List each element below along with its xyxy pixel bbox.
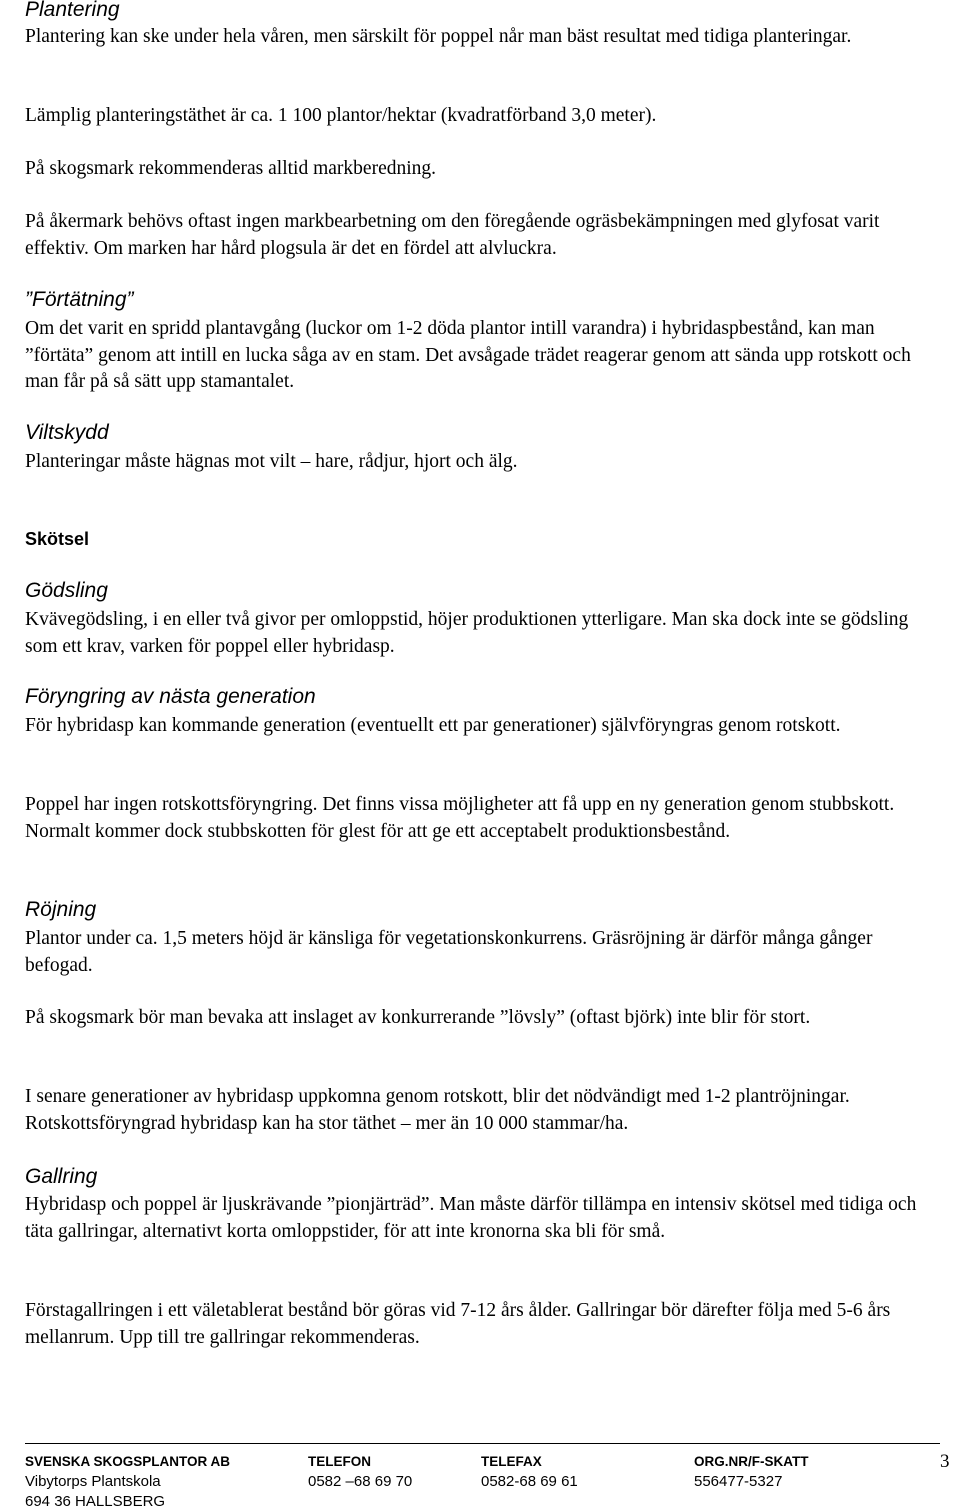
footer-company-line1: Vibytorps Plantskola: [25, 1473, 161, 1490]
footer-company-line2: 694 36 HALLSBERG: [25, 1493, 166, 1510]
heading-plantering: Plantering: [25, 0, 120, 21]
footer-orgnr-value: 556477-5327: [694, 1473, 783, 1490]
page-number: 3: [940, 1451, 950, 1472]
footer-telefax-value: 0582-68 69 61: [481, 1473, 578, 1490]
heading-viltskydd: Viltskydd: [25, 421, 109, 444]
footer-orgnr-heading: ORG.NR/F-SKATT: [694, 1454, 809, 1469]
footer-telefax: [481, 1452, 578, 1492]
heading-rojning: Röjning: [25, 898, 97, 921]
paragraph-gallring-2: Förstagallringen i ett väletablerat bestånd bör göras vid 7-12 års ålder. Gallringar bör därefter följa med 5-6 års mellanrum. Upp till tre gallringar rekommenderas.: [25, 1300, 891, 1348]
heading-godsling: Gödsling: [25, 579, 108, 602]
paragraph-foryngring-1: För hybridasp kan kommande generation (eventuellt ett par generationer) självföryngras genom rotskott.: [25, 715, 841, 736]
heading-skotsel: Skötsel: [25, 529, 90, 549]
footer-company-heading: SVENSKA SKOGSPLANTOR AB: [25, 1454, 231, 1469]
paragraph-rojning-2: På skogsmark bör man bevaka att inslaget av konkurrerande ”lövsly” (oftast björk) inte blir för stort.: [25, 1007, 811, 1028]
footer-company: [25, 1452, 230, 1512]
footer-telefon: [308, 1452, 412, 1492]
footer-telefon-heading: TELEFON: [308, 1454, 371, 1469]
footer-telefon-value: 0582 –68 69 70: [308, 1473, 413, 1490]
heading-foryngring: Föryngring av nästa generation: [25, 685, 316, 708]
paragraph-rojning-1: Plantor under ca. 1,5 meters höjd är känsliga för vegetationskonkurrens. Gräsröjning är därför många gånger befogad.: [25, 928, 873, 976]
paragraph-godsling-1: Kvävegödsling, i en eller två givor per omloppstid, höjer produktionen ytterligare. Man ska dock inte se gödsling som ett krav, varken för poppel eller hybridasp.: [25, 609, 909, 657]
heading-fortatning: ”Förtätning”: [25, 288, 134, 311]
footer-divider: [25, 1443, 940, 1444]
paragraph-foryngring-2: Poppel har ingen rotskottsföryngring. Det finns vissa möjligheter att få upp en ny generation genom stubbskott. Normalt kommer dock stubbskotten för glest för att ge ett acceptabelt produktionsbestånd.: [25, 794, 895, 842]
footer-telefax-heading: TELEFAX: [481, 1454, 542, 1469]
paragraph-plantering-3: På skogsmark rekommenderas alltid markberedning.: [25, 158, 437, 179]
paragraph-fortatning-1: Om det varit en spridd plantavgång (luckor om 1-2 döda plantor intill varandra) i hybridaspbestånd, kan man ”förtäta” genom att intill en lucka såga av en stam. Det avsågade trädet reagerar genom att sända upp rotskott och man får på så sätt upp stamantalet.: [25, 318, 911, 392]
paragraph-gallring-1: Hybridasp och poppel är ljuskrävande ”pionjärträd”. Man måste därför tillämpa en intensiv skötsel med tidiga och täta gallringar, alternativt korta omloppstider, för att inte kronorna ska bli för små.: [25, 1194, 917, 1242]
paragraph-plantering-1: Plantering kan ske under hela våren, men särskilt för poppel når man bäst resultat med tidiga planteringar.: [25, 26, 852, 47]
heading-gallring: Gallring: [25, 1165, 98, 1188]
footer-orgnr: [694, 1452, 809, 1492]
paragraph-plantering-2: Lämplig planteringstäthet är ca. 1 100 plantor/hektar (kvadratförband 3,0 meter).: [25, 105, 657, 126]
paragraph-plantering-4: På åkermark behövs oftast ingen markbearbetning om den föregående ogräsbekämpningen med glyfosat varit effektiv. Om marken har hård plogsula är det en fördel att alvluckra.: [25, 211, 880, 259]
paragraph-rojning-3: I senare generationer av hybridasp uppkomna genom rotskott, blir det nödvändigt med 1-2 plantröjningar. Rotskottsföryngrad hybridasp kan ha stor täthet – mer än 10 000 stammar/ha.: [25, 1086, 850, 1134]
paragraph-viltskydd-1: Planteringar måste hägnas mot vilt – hare, rådjur, hjort och älg.: [25, 451, 518, 472]
